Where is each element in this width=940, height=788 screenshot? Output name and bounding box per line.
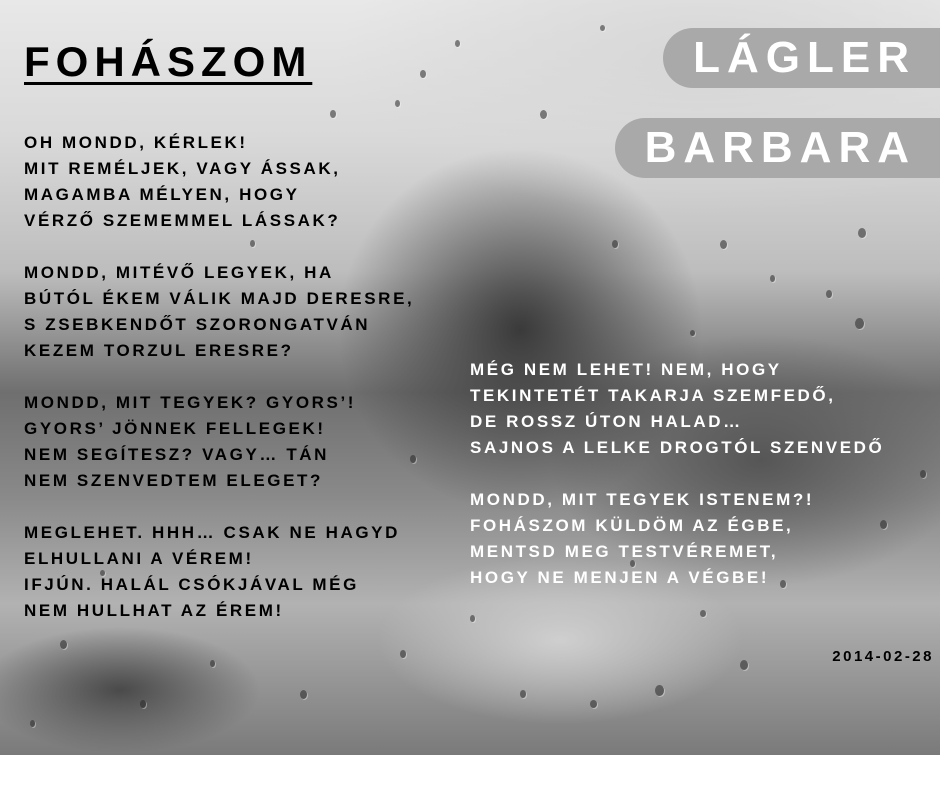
poem-title: FOHÁSZOM <box>24 38 313 85</box>
poem-line: ELHULLANI A VÉREM! <box>24 549 254 568</box>
rain-drop <box>720 240 727 249</box>
stanza-5 <box>470 357 884 461</box>
rain-drop <box>612 240 618 248</box>
poem-line: NEM SEGÍTESZ? VAGY… TÁN <box>24 445 330 464</box>
poem-line: TEKINTETÉT TAKARJA SZEMFEDŐ, <box>470 386 836 405</box>
rain-drop <box>855 318 864 329</box>
rain-drop <box>520 690 526 698</box>
poem-line: IFJÚN. HALÁL CSÓKJÁVAL MÉG <box>24 575 359 594</box>
poem-line: MEGLEHET. HHH… CSAK NE HAGYD <box>24 523 400 542</box>
rain-drop <box>880 520 887 529</box>
rain-drop <box>590 700 597 708</box>
rain-drop <box>210 660 215 667</box>
rain-drop <box>826 290 832 298</box>
rain-drop <box>770 275 775 282</box>
rain-drop <box>700 610 706 617</box>
rain-drop <box>420 70 426 78</box>
rain-drop <box>455 40 460 47</box>
poem-line: MONDD, MIT TEGYEK ISTENEM?! <box>470 490 815 509</box>
stanza-2 <box>24 260 414 364</box>
poem-line: MONDD, MIT TEGYEK? GYORS’! <box>24 393 357 412</box>
rain-drop <box>395 100 400 107</box>
poem-line: MÉG NEM LEHET! NEM, HOGY <box>470 360 782 379</box>
poem-line: GYORS’ JÖNNEK FELLEGEK! <box>24 419 326 438</box>
poem-line: S ZSEBKENDŐT SZORONGATVÁN <box>24 315 371 334</box>
rain-drop <box>540 110 547 119</box>
rain-drop <box>858 228 866 238</box>
poem-line: SAJNOS A LELKE DROGTÓL SZENVEDŐ <box>470 438 885 457</box>
author-last-name-badge: BARBARA <box>615 118 940 178</box>
rain-drop <box>410 455 416 463</box>
rain-drop <box>400 650 406 658</box>
rain-drop <box>920 470 926 478</box>
rain-drop <box>740 660 748 670</box>
stanza-6 <box>470 487 814 591</box>
rain-drop <box>600 25 605 31</box>
rain-drop <box>300 690 307 699</box>
rain-drop <box>655 685 664 696</box>
poem-line: MAGAMBA MÉLYEN, HOGY <box>24 185 300 204</box>
poem-line: OH MONDD, KÉRLEK! <box>24 133 248 152</box>
poem-line: KEZEM TORZUL ERESRE? <box>24 341 294 360</box>
poem-line: MIT REMÉLJEK, VAGY ÁSSAK, <box>24 159 341 178</box>
rain-drop <box>140 700 146 708</box>
author-first-name-badge: LÁGLER <box>663 28 940 88</box>
rain-drop <box>470 615 475 622</box>
poem-line: NEM SZENVEDTEM ELEGET? <box>24 471 323 490</box>
rain-drop <box>690 330 695 336</box>
stanza-4 <box>24 520 400 624</box>
rain-drop <box>60 640 67 649</box>
poem-line: HOGY NE MENJEN A VÉGBE! <box>470 568 770 587</box>
poem-line: VÉRZŐ SZEMEMMEL LÁSSAK? <box>24 211 341 230</box>
poem-date: 2014-02-28 <box>832 648 934 665</box>
rain-drop <box>30 720 35 727</box>
poem-line: NEM HULLHAT AZ ÉREM! <box>24 601 284 620</box>
poem-line: BÚTÓL ÉKEM VÁLIK MAJD DERESRE, <box>24 289 415 308</box>
poem-line: MENTSD MEG TESTVÉREMET, <box>470 542 779 561</box>
poem-line: DE ROSSZ ÚTON HALAD… <box>470 412 743 431</box>
poem-line: FOHÁSZOM KÜLDÖM AZ ÉGBE, <box>470 516 794 535</box>
poem-line: MONDD, MITÉVŐ LEGYEK, HA <box>24 263 334 282</box>
stanza-1 <box>24 130 341 234</box>
rain-drop <box>250 240 255 247</box>
stanza-3 <box>24 390 356 494</box>
rain-drop <box>330 110 336 118</box>
